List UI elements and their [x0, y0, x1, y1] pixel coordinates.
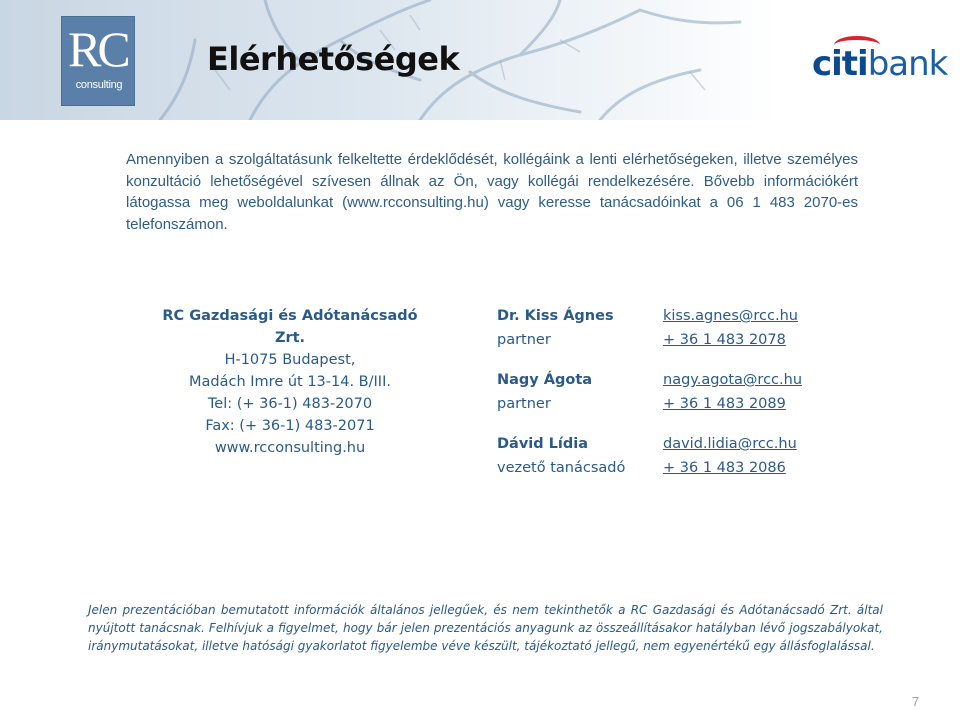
- contact-name: Dr. Kiss Ágnes: [497, 308, 614, 324]
- contact-name: Dávid Lídia: [497, 436, 589, 452]
- contact-email-link[interactable]: kiss.agnes@rcc.hu: [663, 308, 798, 324]
- company-website[interactable]: www.rcconsulting.hu: [214, 440, 366, 456]
- bank-text: bank: [867, 44, 948, 84]
- contact-person: [497, 436, 817, 500]
- contact-person: [497, 372, 817, 436]
- contact-name: Nagy Ágota: [497, 372, 593, 388]
- header-banner: [0, 0, 960, 120]
- contact-phone-link[interactable]: + 36 1 483 2089: [663, 396, 786, 412]
- company-name: RC Gazdasági és Adótanácsadó Zrt.: [162, 308, 418, 346]
- company-fax: Fax: (+ 36-1) 483-2071: [205, 418, 375, 434]
- citi-text: citi: [812, 44, 868, 84]
- rc-logo-consulting: consulting: [75, 79, 123, 91]
- contact-role: partner: [497, 396, 551, 412]
- company-address-line2: Madách Imre út 13-14. B/III.: [189, 374, 391, 390]
- disclaimer-text: Jelen prezentációban bemutatott információk általános jellegűek, és nem tekinthetők a RC Gazdasági és Adótanácsadó Zrt. által nyújtott tanácsnak. Felhívjuk a figyelmet, hogy bár jelen prezentációs anyagunk az összeállításakor hatályban lévő jogszabályokat, iránymutatásokat, illetve hatósági gyakorlatot figyelembe véve készült, tájékoztató jellegű, nem egyenértékű egy állásfoglalással.: [88, 603, 883, 653]
- contact-phone-link[interactable]: + 36 1 483 2086: [663, 460, 786, 476]
- citibank-logo: [812, 40, 952, 84]
- page-title: Elérhetőségek: [207, 40, 460, 78]
- contact-email-link[interactable]: nagy.agota@rcc.hu: [663, 372, 803, 388]
- contact-role: vezető tanácsadó: [497, 460, 626, 476]
- company-address-line1: H-1075 Budapest,: [224, 352, 356, 368]
- page-number: 7: [912, 694, 920, 709]
- contact-email-link[interactable]: david.lidia@rcc.hu: [663, 436, 797, 452]
- contact-person: [497, 308, 817, 372]
- rc-consulting-logo: [61, 16, 135, 106]
- intro-paragraph: Amennyiben a szolgáltatásunk felkeltette érdeklődését, kollégáink a lenti elérhetőségeken, illetve személyes konzultáció lehetőségével szívesen állnak az Ön, vagy kollégái rendelkezésére. Bővebb információkért látogassa meg weboldalunkat (www.rcconsulting.hu) vagy keresse tanácsadóinkat a 06 1 483 2070-es telefonszámon.: [126, 151, 858, 233]
- company-tel: Tel: (+ 36-1) 483-2070: [207, 396, 373, 412]
- contacts-list: [497, 308, 817, 500]
- contact-role: partner: [497, 332, 551, 348]
- contact-phone-link[interactable]: + 36 1 483 2078: [663, 332, 786, 348]
- citi-wordmark: [812, 44, 947, 84]
- company-block: [150, 305, 430, 459]
- rc-logo-letters: RC: [68, 21, 127, 77]
